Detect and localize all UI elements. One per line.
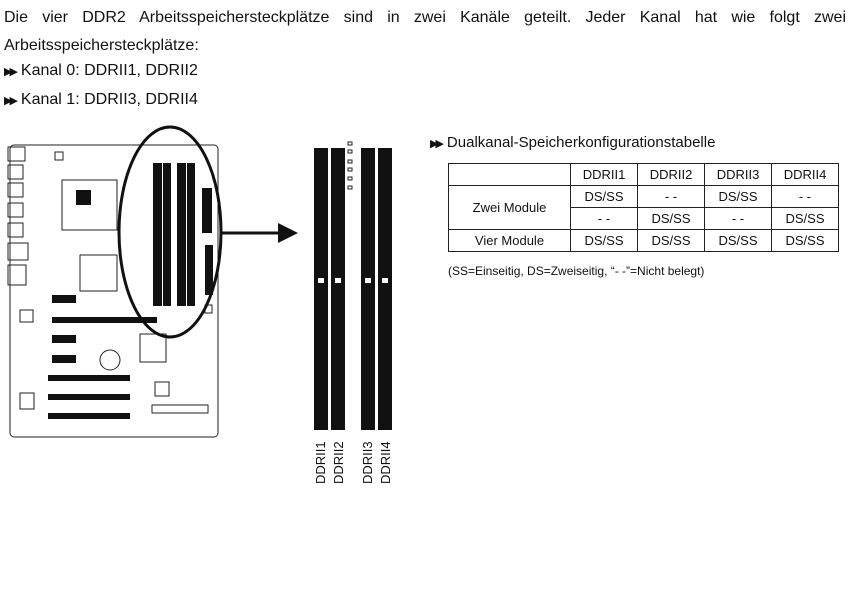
table-header-row	[449, 164, 839, 186]
table-note: (SS=Einseitig, DS=Zweiseitig, “- -”=Nicht belegt)	[448, 264, 705, 278]
slot-label-ddrii1: DDRII1	[313, 441, 328, 484]
cell: - -	[705, 208, 772, 230]
channel-0-text: Kanal 0: DDRII1, DDRII2	[20, 62, 198, 79]
intro-paragraph: Die vier DDR2 Arbeitsspeichersteckplätze sind in zwei Kanäle geteilt. Jeder Kanal hat wie folgt zwei Arbeitsspeichersteckplätze:	[4, 9, 846, 54]
cell: - -	[638, 186, 705, 208]
cell: DS/SS	[571, 230, 638, 252]
cell: DS/SS	[638, 208, 705, 230]
row-label: Vier Module	[449, 230, 571, 252]
channel-0-item	[4, 62, 198, 80]
double-arrow-icon: ▶▶	[4, 95, 15, 107]
table-title	[430, 134, 715, 151]
header-cell: DDRII1	[571, 164, 638, 186]
double-arrow-icon: ▶▶	[430, 138, 441, 150]
cell: DS/SS	[638, 230, 705, 252]
header-cell: DDRII3	[705, 164, 772, 186]
cell: DS/SS	[772, 230, 839, 252]
cell: DS/SS	[772, 208, 839, 230]
slot-label-ddrii2: DDRII2	[331, 441, 346, 484]
header-cell: DDRII2	[638, 164, 705, 186]
header-cell: DDRII4	[772, 164, 839, 186]
cell: DS/SS	[705, 230, 772, 252]
double-arrow-icon: ▶▶	[4, 66, 15, 78]
channel-1-item	[4, 91, 198, 109]
table-title-text: Dualkanal-Speicherkonfigurationstabelle	[446, 134, 716, 151]
slot-label-ddrii3: DDRII3	[360, 441, 375, 484]
table-row	[449, 230, 839, 252]
table-row	[449, 186, 839, 208]
header-cell	[449, 164, 571, 186]
cell: DS/SS	[571, 186, 638, 208]
slot-label-ddrii4: DDRII4	[378, 441, 393, 484]
channel-1-text: Kanal 1: DDRII3, DDRII4	[20, 91, 198, 108]
motherboard-diagram	[0, 110, 420, 440]
cell: - -	[571, 208, 638, 230]
dual-channel-config-table	[448, 163, 839, 252]
row-label: Zwei Module	[449, 186, 571, 230]
cell: DS/SS	[705, 186, 772, 208]
cell: - -	[772, 186, 839, 208]
